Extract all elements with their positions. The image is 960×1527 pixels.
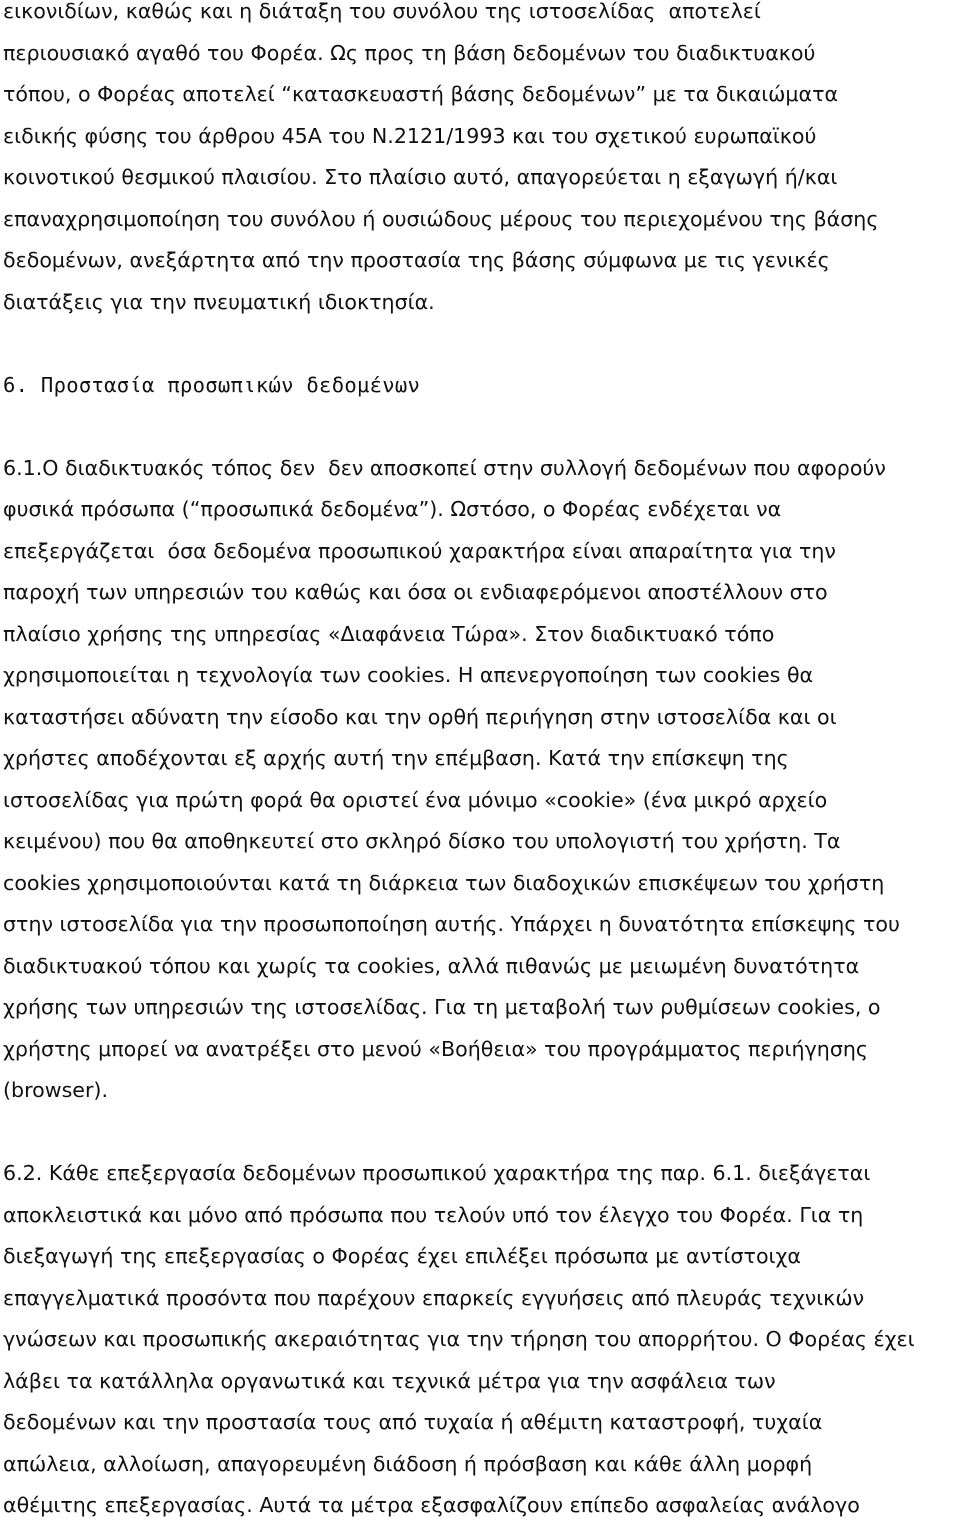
- text-line: κειμένου) που θα αποθηκευτεί στο σκληρό δίσκο του υπολογιστή του χρήστη. Τα: [3, 829, 841, 853]
- text-line: επεξεργάζεται όσα δεδομένα προσωπικού χαρακτήρα είναι απαραίτητα για την: [3, 538, 836, 563]
- text-line: αποκλειστικά και μόνο από πρόσωπα που τελούν υπό τον έλεγχο του Φορέα. Για τη: [3, 1202, 864, 1227]
- text-line: χρήστες αποδέχονται εξ αρχής αυτή την επέμβαση. Κατά την επίσκεψη της: [3, 746, 789, 770]
- text-line: λάβει τα κατάλληλα οργανωτικά και τεχνικά μέτρα για την ασφάλεια των: [3, 1368, 776, 1393]
- text-line: ειδικής φύσης του άρθρου 45Α του Ν.2121/1993 και του σχετικού ευρωπαϊκού: [3, 123, 817, 148]
- text-line: (browser).: [3, 1078, 109, 1102]
- paragraph-gap: [3, 323, 958, 365]
- text-line: επαναχρησιμοποίηση του συνόλου ή ουσιώδους μέρους του περιεχομένου της βάσης: [3, 206, 879, 231]
- text-line: απώλεια, αλλοίωση, απαγορευμένη διάδοση ή πρόσβαση και κάθε άλλη μορφή: [3, 1451, 813, 1476]
- intro-paragraph: [3, 0, 958, 323]
- text-line: αθέμιτης επεξεργασίας. Αυτά τα μέτρα εξασφαλίζουν επίπεδο ασφαλείας ανάλογο: [3, 1493, 860, 1517]
- text-line: δεδομένων και την προστασία τους από τυχαία ή αθέμιτη καταστροφή, τυχαία: [3, 1410, 823, 1434]
- text-line: δεδομένων, ανεξάρτητα από την προστασία της βάσης σύμφωνα με τις γενικές: [3, 248, 830, 272]
- text-line: φυσικά πρόσωπα (“προσωπικά δεδομένα”). Ωστόσο, ο Φορέας ενδέχεται να: [3, 497, 782, 521]
- text-line: διαδικτυακού τόπου και χωρίς τα cookies, αλλά πιθανώς με μειωμένη δυνατότητα: [3, 953, 860, 978]
- text-line: πλαίσιο χρήσης της υπηρεσίας «Διαφάνεια Τώρα». Στον διαδικτυακό τόπο: [3, 621, 775, 646]
- section-6-2-paragraph: [3, 1153, 958, 1527]
- paragraph-gap: [3, 406, 958, 448]
- text-line: διατάξεις για την πνευματική ιδιοκτησία.: [3, 289, 435, 314]
- text-line: χρήσης των υπηρεσιών της ιστοσελίδας. Για τη μεταβολή των ρυθμίσεων cookies, ο: [3, 995, 881, 1019]
- text-line: διεξαγωγή της επεξεργασίας ο Φορέας έχει επιλέξει πρόσωπα με αντίστοιχα: [3, 1244, 801, 1268]
- section-heading: 6. Προστασία προσωπικών δεδομένων: [3, 372, 421, 397]
- text-line: κοινοτικού θεσμικού πλαισίου. Στο πλαίσιο αυτό, απαγορεύεται η εξαγωγή ή/και: [3, 165, 838, 189]
- text-line: στην ιστοσελίδα για την προσωποποίηση αυτής. Υπάρχει η δυνατότητα επίσκεψης του: [3, 912, 900, 936]
- paragraph-gap: [3, 1112, 958, 1154]
- text-line: παροχή των υπηρεσιών του καθώς και όσα οι ενδιαφερόμενοι αποστέλλουν στο: [3, 580, 828, 604]
- text-line: γνώσεων και προσωπικής ακεραιότητας για την τήρηση του απορρήτου. Ο Φορέας έχει: [3, 1327, 915, 1351]
- text-line: 6.2. Κάθε επεξεργασία δεδομένων προσωπικού χαρακτήρα της παρ. 6.1. διεξάγεται: [3, 1161, 871, 1185]
- text-line: περιουσιακό αγαθό του Φορέα. Ως προς τη βάση δεδομένων του διαδικτυακού: [3, 40, 816, 65]
- text-line: cookies χρησιμοποιούνται κατά τη διάρκεια των διαδοχικών επισκέψεων του χρήστη: [3, 870, 885, 895]
- text-line: επαγγελματικά προσόντα που παρέχουν επαρκείς εγγυήσεις από πλευράς τεχνικών: [3, 1285, 865, 1310]
- text-line: τόπου, ο Φορέας αποτελεί “κατασκευαστή βάσης δεδομένων” με τα δικαιώματα: [3, 82, 839, 106]
- text-line: χρήστης μπορεί να ανατρέξει στο μενού «Βοήθεια» του προγράμματος περιήγησης: [3, 1036, 869, 1061]
- text-line: εικονιδίων, καθώς και η διάταξη του συνόλου της ιστοσελίδας αποτελεί: [3, 0, 761, 23]
- text-line: καταστήσει αδύνατη την είσοδο και την ορθή περιήγηση στην ιστοσελίδα και οι: [3, 704, 837, 729]
- text-line: ιστοσελίδας για πρώτη φορά θα οριστεί ένα μόνιμο «cookie» (ένα μικρό αρχείο: [3, 787, 828, 812]
- text-line: 6.1.Ο διαδικτυακός τόπος δεν δεν αποσκοπεί στην συλλογή δεδομένων που αφορούν: [3, 455, 886, 480]
- text-line: χρησιμοποιείται η τεχνολογία των cookies. Η απενεργοποίηση των cookies θα: [3, 663, 814, 687]
- section-6-1-paragraph: [3, 448, 958, 1112]
